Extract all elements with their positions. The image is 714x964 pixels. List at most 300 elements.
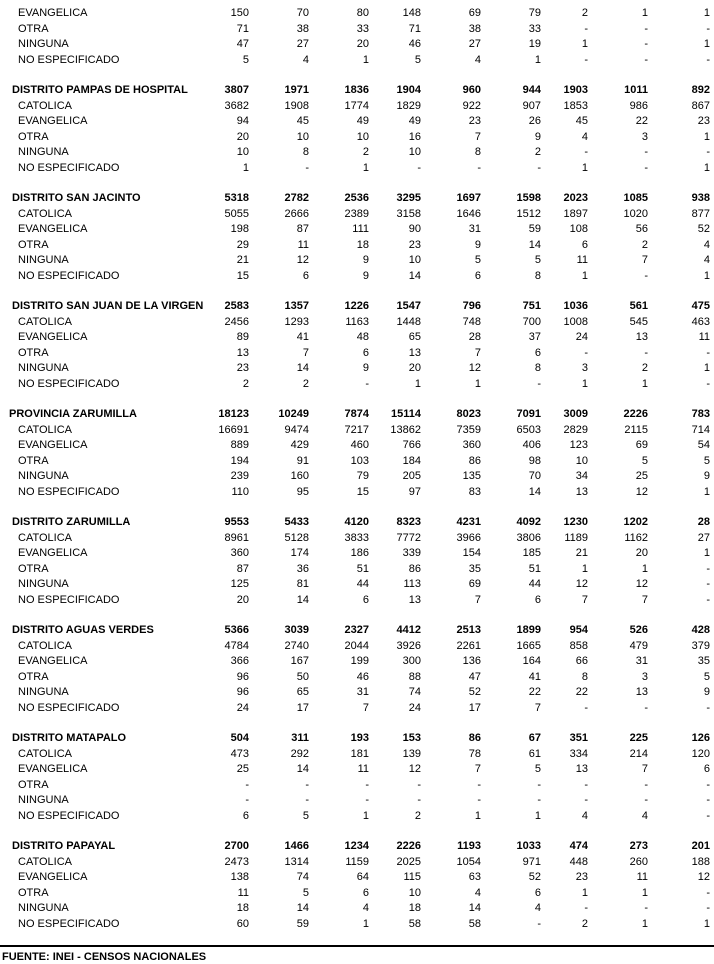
cell-value: 10 — [408, 146, 421, 158]
cell-value: 44 — [528, 578, 541, 590]
row-label: NINGUNA — [18, 686, 69, 698]
cell-value: 1897 — [563, 207, 588, 220]
cell-value: 5 — [242, 53, 249, 66]
cell-value: 360 — [462, 439, 481, 451]
cell-value: 47 — [468, 670, 481, 683]
cell-value: 60 — [236, 917, 249, 930]
section-header-row — [0, 515, 714, 530]
table-row — [0, 346, 714, 361]
cell-value: 3833 — [344, 531, 369, 544]
table-row — [0, 577, 714, 592]
cell-value: 8 — [474, 146, 481, 158]
cell-value: 2261 — [456, 639, 481, 652]
cell-value: 22 — [528, 686, 541, 698]
cell-value: - — [644, 701, 648, 714]
cell-value: 31 — [356, 686, 369, 698]
cell-value: - — [706, 593, 710, 606]
table-row — [0, 762, 714, 777]
table-row — [0, 901, 714, 916]
cell-value: 14 — [296, 763, 309, 775]
cell-value: - — [706, 562, 710, 575]
cell-value: - — [417, 161, 421, 174]
cell-value: 300 — [402, 655, 421, 667]
cell-value: 87 — [296, 223, 309, 235]
row-label: CATOLICA — [18, 747, 72, 760]
source-note: FUENTE: INEI - CENSOS NACIONALES — [2, 951, 207, 963]
cell-value: 21 — [236, 254, 249, 266]
cell-value: 14 — [408, 269, 421, 282]
cell-value: 700 — [522, 315, 541, 328]
table-row — [0, 37, 714, 52]
cell-value: - — [706, 578, 710, 590]
cell-value: 74 — [296, 871, 309, 883]
cell-value: - — [644, 146, 648, 158]
total-value: 1230 — [563, 516, 588, 528]
cell-value: 1 — [534, 809, 541, 822]
cell-value: - — [365, 377, 369, 390]
row-label: NINGUNA — [18, 902, 69, 914]
section-title: DISTRITO AGUAS VERDES — [12, 624, 154, 636]
cell-value: - — [245, 778, 249, 791]
cell-value: 877 — [691, 207, 710, 220]
row-label: CATOLICA — [18, 855, 72, 868]
cell-value: 25 — [236, 763, 249, 775]
cell-value: 1 — [414, 377, 421, 390]
cell-value: 867 — [691, 99, 710, 112]
cell-value: 889 — [230, 439, 249, 451]
cell-value: 24 — [236, 701, 249, 714]
cell-value: 5128 — [284, 531, 309, 544]
cell-value: 2025 — [396, 855, 421, 868]
cell-value: 27 — [697, 531, 710, 544]
cell-value: 4 — [581, 809, 588, 822]
cell-value: 473 — [230, 747, 249, 760]
cell-value: 1 — [362, 53, 369, 66]
cell-value: 2473 — [224, 855, 249, 868]
cell-value: 858 — [569, 639, 588, 652]
table-row — [0, 145, 714, 160]
cell-value: 9 — [362, 254, 369, 266]
cell-value: 21 — [575, 547, 588, 559]
cell-value: 5 — [302, 809, 309, 822]
cell-value: 86 — [468, 454, 481, 467]
row-label: EVANGELICA — [18, 439, 88, 451]
row-label: OTRA — [18, 670, 49, 683]
cell-value: - — [706, 53, 710, 66]
cell-value: 1 — [474, 377, 481, 390]
section-title: DISTRITO PAMPAS DE HOSPITAL — [12, 84, 188, 96]
cell-value: 64 — [356, 871, 369, 883]
row-label: CATOLICA — [18, 531, 72, 544]
cell-value: 83 — [468, 485, 481, 498]
cell-value: 18 — [356, 238, 369, 251]
cell-value: - — [644, 794, 648, 806]
cell-value: 460 — [350, 439, 369, 451]
cell-value: 44 — [356, 578, 369, 590]
cell-value: 54 — [697, 439, 710, 451]
total-value: 2327 — [344, 624, 369, 636]
cell-value: - — [644, 269, 648, 282]
cell-value: 7217 — [344, 423, 369, 436]
cell-value: 22 — [575, 686, 588, 698]
cell-value: 198 — [230, 223, 249, 235]
row-label: EVANGELICA — [18, 871, 88, 883]
cell-value: 1 — [362, 917, 369, 930]
cell-value: 47 — [236, 38, 249, 50]
cell-value: 1293 — [284, 315, 309, 328]
cell-value: 113 — [403, 578, 421, 590]
cell-value: 13 — [635, 331, 648, 343]
cell-value: 5 — [641, 454, 648, 467]
cell-value: 154 — [462, 547, 481, 559]
cell-value: - — [537, 794, 541, 806]
cell-value: 10 — [408, 254, 421, 266]
cell-value: 6 — [362, 886, 369, 899]
cell-value: 58 — [468, 917, 481, 930]
table-row — [0, 377, 714, 392]
cell-value: 20 — [408, 362, 421, 374]
cell-value: 59 — [296, 917, 309, 930]
cell-value: 2666 — [284, 207, 309, 220]
cell-value: 7 — [302, 346, 309, 359]
table-row — [0, 654, 714, 669]
cell-value: - — [305, 794, 309, 806]
total-value: 5318 — [224, 192, 249, 204]
cell-value: 10 — [575, 454, 588, 467]
table-row — [0, 747, 714, 762]
cell-value: 3 — [641, 670, 648, 683]
cell-value: 41 — [296, 331, 309, 343]
row-label: OTRA — [18, 22, 49, 35]
row-label: CATOLICA — [18, 99, 72, 112]
cell-value: 1 — [641, 886, 648, 899]
cell-value: 6 — [362, 346, 369, 359]
table-row — [0, 253, 714, 268]
cell-value: 8 — [302, 146, 309, 158]
cell-value: 986 — [629, 99, 648, 112]
cell-value: 188 — [691, 855, 710, 868]
cell-value: 52 — [697, 223, 710, 235]
cell-value: 2044 — [344, 639, 369, 652]
cell-value: 31 — [635, 655, 648, 667]
cell-value: 4 — [302, 53, 309, 66]
cell-value: 14 — [528, 238, 541, 251]
cell-value: - — [417, 778, 421, 791]
row-label: EVANGELICA — [18, 223, 88, 235]
cell-value: 748 — [462, 315, 481, 328]
cell-value: 46 — [408, 38, 421, 50]
cell-value: - — [706, 778, 710, 791]
row-label: NO ESPECIFICADO — [18, 809, 120, 822]
cell-value: 1853 — [563, 99, 588, 112]
total-value: 8023 — [456, 408, 481, 420]
cell-value: 714 — [691, 423, 710, 436]
cell-value: 13 — [635, 686, 648, 698]
table-row — [0, 546, 714, 561]
cell-value: 2 — [242, 377, 249, 390]
cell-value: 1 — [362, 161, 369, 174]
cell-value: 5 — [534, 763, 541, 775]
cell-value: 3158 — [396, 207, 421, 220]
cell-value: 7359 — [456, 423, 481, 436]
table-row — [0, 269, 714, 284]
cell-value: 74 — [408, 686, 421, 698]
cell-value: 90 — [408, 223, 421, 235]
row-label: EVANGELICA — [18, 655, 88, 667]
cell-value: 1 — [581, 161, 588, 174]
cell-value: 10 — [356, 130, 369, 143]
total-value: 2583 — [224, 300, 249, 312]
cell-value: 1665 — [516, 639, 541, 652]
table-row — [0, 485, 714, 500]
cell-value: 95 — [296, 485, 309, 498]
cell-value: 45 — [296, 115, 309, 127]
cell-value: 4 — [362, 902, 369, 914]
cell-value: 19 — [528, 38, 541, 50]
cell-value: 17 — [296, 701, 309, 714]
cell-value: 1646 — [456, 207, 481, 220]
cell-value: 18 — [236, 902, 249, 914]
cell-value: - — [644, 902, 648, 914]
total-value: 3295 — [396, 192, 421, 204]
cell-value: 1 — [703, 547, 710, 559]
table-row — [0, 53, 714, 68]
total-value: 67 — [528, 732, 541, 744]
cell-value: 26 — [528, 115, 541, 127]
cell-value: 16691 — [218, 423, 249, 436]
cell-value: - — [706, 346, 710, 359]
section-header-row — [0, 191, 714, 206]
cell-value: 4 — [703, 254, 710, 266]
total-value: 351 — [569, 732, 588, 744]
cell-value: 4784 — [224, 639, 249, 652]
cell-value: 5 — [474, 254, 481, 266]
row-label: NO ESPECIFICADO — [18, 53, 120, 66]
cell-value: 45 — [575, 115, 588, 127]
cell-value: 13 — [575, 485, 588, 498]
cell-value: 12 — [296, 254, 309, 266]
cell-value: 185 — [522, 547, 541, 559]
row-label: NINGUNA — [18, 254, 69, 266]
cell-value: - — [644, 346, 648, 359]
cell-value: 37 — [528, 331, 541, 343]
cell-value: 2 — [581, 7, 588, 19]
cell-value: 6 — [534, 346, 541, 359]
cell-value: 1774 — [344, 99, 369, 112]
cell-value: 150 — [230, 7, 249, 19]
cell-value: 94 — [236, 115, 249, 127]
cell-value: 88 — [408, 670, 421, 683]
cell-value: 8 — [534, 362, 541, 374]
table-row — [0, 438, 714, 453]
row-label: OTRA — [18, 778, 49, 791]
cell-value: 46 — [356, 670, 369, 683]
cell-value: 91 — [296, 454, 309, 467]
cell-value: 5 — [302, 886, 309, 899]
table-row — [0, 531, 714, 546]
total-value: 2536 — [344, 192, 369, 204]
row-label: NINGUNA — [18, 578, 69, 590]
row-label: CATOLICA — [18, 315, 72, 328]
cell-value: 22 — [635, 115, 648, 127]
cell-value: 71 — [408, 22, 421, 35]
cell-value: 292 — [290, 747, 309, 760]
total-value: 86 — [468, 732, 481, 744]
row-label: OTRA — [18, 562, 49, 575]
row-label: CATOLICA — [18, 207, 72, 220]
cell-value: 31 — [468, 223, 481, 235]
cell-value: 379 — [691, 639, 710, 652]
cell-value: - — [706, 902, 710, 914]
cell-value: 23 — [575, 871, 588, 883]
cell-value: 29 — [236, 238, 249, 251]
cell-value: 6503 — [516, 423, 541, 436]
cell-value: - — [584, 53, 588, 66]
total-value: 1033 — [516, 840, 541, 852]
table-row — [0, 222, 714, 237]
cell-value: 36 — [296, 562, 309, 575]
cell-value: - — [644, 53, 648, 66]
section-header-row — [0, 83, 714, 98]
cell-value: 2 — [362, 146, 369, 158]
cell-value: 11 — [297, 238, 309, 251]
total-value: 1971 — [284, 84, 309, 96]
cell-value: - — [584, 902, 588, 914]
cell-value: 7 — [474, 346, 481, 359]
cell-value: 1189 — [564, 531, 588, 544]
cell-value: 12 — [408, 763, 421, 775]
cell-value: 35 — [697, 655, 710, 667]
cell-value: 9474 — [284, 423, 309, 436]
cell-value: 1159 — [345, 855, 369, 868]
cell-value: 110 — [231, 485, 249, 498]
cell-value: 69 — [468, 578, 481, 590]
cell-value: 9 — [474, 238, 481, 251]
cell-value: 1314 — [284, 855, 309, 868]
cell-value: 4 — [474, 53, 481, 66]
cell-value: 136 — [462, 655, 481, 667]
cell-value: - — [706, 701, 710, 714]
cell-value: 1 — [703, 269, 710, 282]
cell-value: 20 — [635, 547, 648, 559]
cell-value: 545 — [629, 315, 648, 328]
cell-value: 135 — [462, 470, 481, 482]
cell-value: 7 — [534, 701, 541, 714]
total-value: 1903 — [563, 84, 588, 96]
cell-value: 96 — [236, 686, 249, 698]
cell-value: 120 — [691, 747, 710, 760]
total-value: 311 — [291, 732, 309, 744]
cell-value: 2 — [641, 362, 648, 374]
cell-value: 23 — [236, 362, 249, 374]
total-value: 2226 — [623, 408, 648, 420]
cell-value: 24 — [408, 701, 421, 714]
cell-value: 199 — [350, 655, 369, 667]
cell-value: 2456 — [224, 315, 249, 328]
cell-value: 186 — [350, 547, 369, 559]
total-value: 2023 — [563, 192, 588, 204]
cell-value: - — [644, 161, 648, 174]
cell-value: 65 — [408, 331, 421, 343]
cell-value: - — [417, 794, 421, 806]
cell-value: 1 — [581, 38, 588, 50]
table-row — [0, 6, 714, 21]
cell-value: 2 — [534, 146, 541, 158]
cell-value: - — [706, 794, 710, 806]
cell-value: 148 — [402, 7, 421, 19]
total-value: 892 — [691, 84, 710, 96]
table-row — [0, 809, 714, 824]
cell-value: - — [477, 794, 481, 806]
cell-value: - — [365, 794, 369, 806]
cell-value: 23 — [468, 115, 481, 127]
row-label: NINGUNA — [18, 38, 69, 50]
cell-value: 2829 — [563, 423, 588, 436]
cell-value: 1 — [641, 7, 648, 19]
row-label: NO ESPECIFICADO — [18, 377, 120, 390]
section-title: DISTRITO ZARUMILLA — [12, 516, 131, 528]
cell-value: 51 — [528, 562, 541, 575]
cell-value: 184 — [402, 454, 421, 467]
cell-value: 123 — [569, 439, 588, 451]
cell-value: 24 — [575, 331, 588, 343]
cell-value: 79 — [528, 7, 541, 19]
cell-value: 194 — [230, 454, 249, 467]
footer-rule — [0, 945, 714, 947]
table-row — [0, 701, 714, 716]
cell-value: - — [584, 778, 588, 791]
total-value: 2513 — [456, 624, 481, 636]
cell-value: - — [706, 377, 710, 390]
total-value: 504 — [230, 732, 249, 744]
cell-value: 1 — [581, 269, 588, 282]
total-value: 1547 — [396, 300, 421, 312]
section-header-row — [0, 839, 714, 854]
cell-value: - — [537, 161, 541, 174]
cell-value: 13 — [408, 593, 421, 606]
cell-value: 35 — [468, 562, 481, 575]
total-value: 796 — [462, 300, 481, 312]
cell-value: 5 — [703, 454, 710, 467]
cell-value: 59 — [528, 223, 541, 235]
cell-value: 8 — [581, 670, 588, 683]
row-label: NO ESPECIFICADO — [18, 269, 120, 282]
cell-value: 2 — [641, 238, 648, 251]
table-row — [0, 886, 714, 901]
total-value: 2700 — [224, 840, 249, 852]
table-row — [0, 454, 714, 469]
cell-value: 97 — [408, 485, 421, 498]
total-value: 1899 — [516, 624, 541, 636]
row-label: NO ESPECIFICADO — [18, 917, 120, 930]
cell-value: 12 — [575, 578, 588, 590]
total-value: 3807 — [224, 84, 249, 96]
cell-value: 1008 — [563, 315, 588, 328]
total-value: 28 — [697, 516, 710, 528]
cell-value: 4 — [581, 130, 588, 143]
cell-value: 2740 — [284, 639, 309, 652]
cell-value: 2 — [414, 809, 421, 822]
cell-value: 366 — [230, 655, 249, 667]
cell-value: 6 — [474, 269, 481, 282]
row-label: EVANGELICA — [18, 763, 88, 775]
total-value: 273 — [629, 840, 648, 852]
total-value: 1697 — [456, 192, 481, 204]
total-value: 201 — [691, 840, 710, 852]
cell-value: - — [365, 778, 369, 791]
cell-value: - — [584, 701, 588, 714]
cell-value: - — [706, 886, 710, 899]
